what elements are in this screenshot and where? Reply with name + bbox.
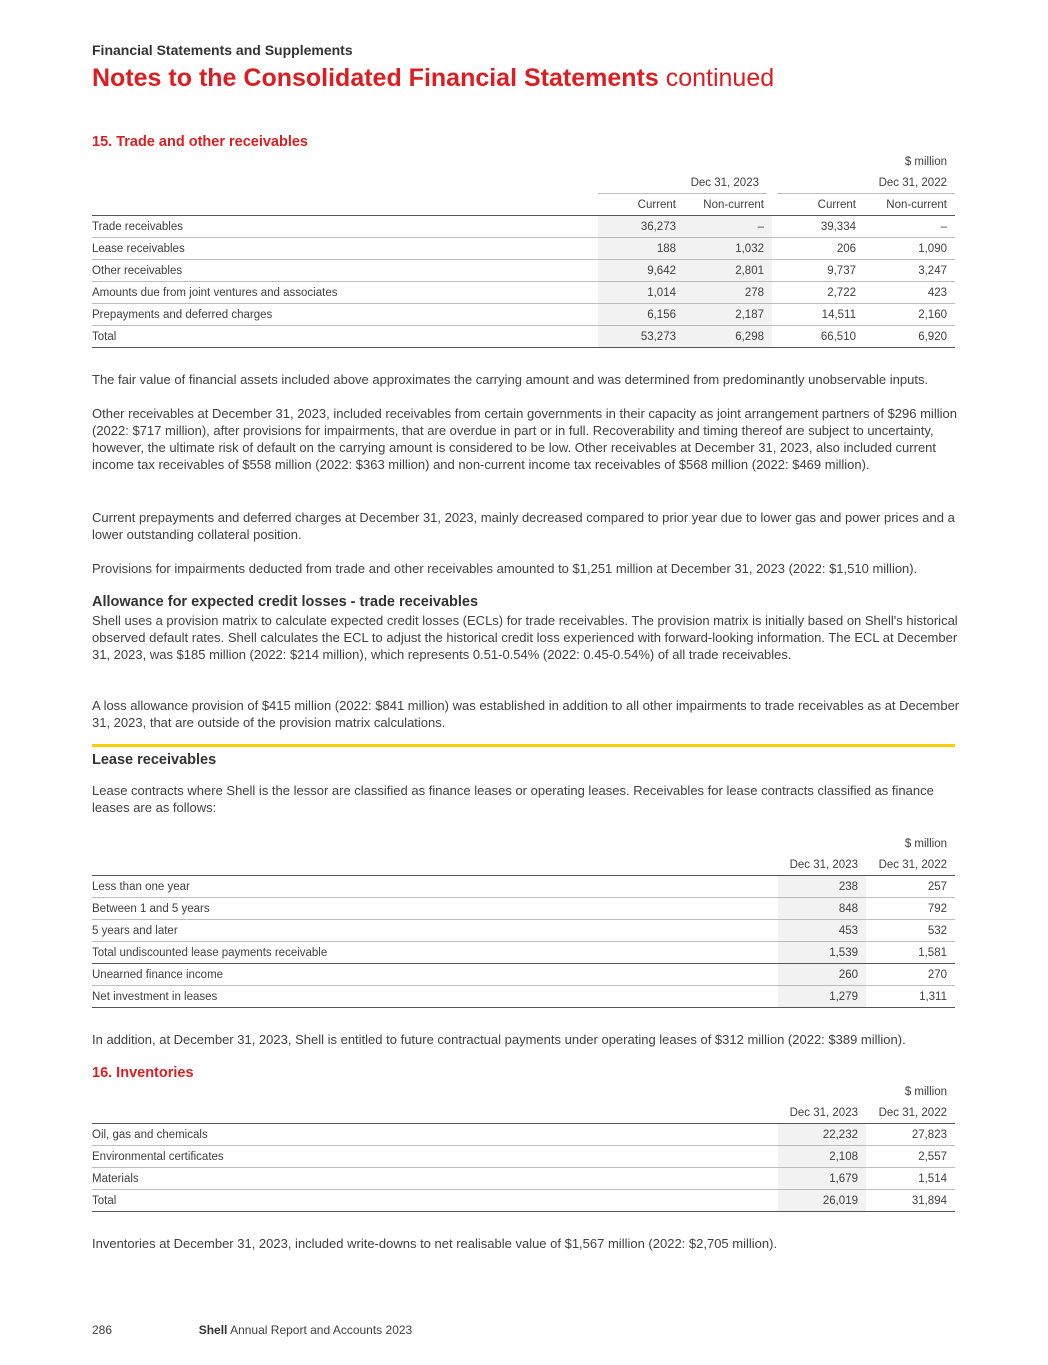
lease-table <box>92 833 955 1008</box>
cell-2022: 270 <box>866 964 955 986</box>
paragraph-provisions: Provisions for impairments deducted from trade and other receivables amounted to $1,251 million at December 31, 2023 (2022: $1,510 million). <box>92 561 918 576</box>
row-label: Between 1 and 5 years <box>92 898 778 920</box>
row-label: Unearned finance income <box>92 964 778 986</box>
row-label: Environmental certificates <box>92 1146 778 1168</box>
cell-noncurrent-2023: 278 <box>684 282 772 304</box>
cell-current-2022: 39,334 <box>772 216 864 238</box>
paragraph-other-receivables: Other receivables at December 31, 2023, included receivables from certain governments in their capacity as joint arrangement partners of $296 million (2022: $717 million), after provisions for impairments, that are overdue in part or in full. Recoverability and timing thereof are subject to uncertainty, however, the ultimate risk of default on the carrying amount is considered to be low. Other receivables at December 31, 2023, also included current income tax receivables of $558 million (2022: $363 million) and non-current income tax receivables of $568 million (2022: $469 million). <box>92 406 957 472</box>
row-label: Trade receivables <box>92 216 598 238</box>
table-row <box>92 876 955 898</box>
section-label: Financial Statements and Supplements <box>92 42 353 58</box>
total-row <box>92 326 955 348</box>
cell-current-2022: 66,510 <box>772 326 864 348</box>
paragraph-inventories: Inventories at December 31, 2023, included write-downs to net realisable value of $1,567 million (2022: $2,705 million). <box>92 1236 778 1251</box>
cell-current-2022: 9,737 <box>772 260 864 282</box>
footer-brand: Shell <box>198 1323 228 1337</box>
row-label: Oil, gas and chemicals <box>92 1124 778 1146</box>
cell-2023: 1,279 <box>778 986 866 1008</box>
period-row <box>92 172 955 194</box>
cell-2022: 532 <box>866 920 955 942</box>
page-number: 286 <box>92 1323 113 1337</box>
cell-noncurrent-2023: 2,801 <box>684 260 772 282</box>
unit-row <box>92 151 955 172</box>
receivables-table <box>92 151 955 348</box>
table-row <box>92 898 955 920</box>
col-noncurrent-2022: Non-current <box>886 198 947 211</box>
col-current-2023: Current <box>637 198 676 211</box>
cell-2023: 260 <box>778 964 866 986</box>
cell-2022: 1,311 <box>866 986 955 1008</box>
cell-current-2023: 53,273 <box>598 326 684 348</box>
total-row <box>92 1190 955 1212</box>
cell-2022: 257 <box>866 876 955 898</box>
table-row <box>92 1146 955 1168</box>
lease-heading: Lease receivables <box>92 752 217 768</box>
row-label: Total <box>92 1190 778 1212</box>
col-current-2022: Current <box>817 198 856 211</box>
note-15-heading: 15. Trade and other receivables <box>92 134 308 150</box>
table-row <box>92 920 955 942</box>
cell-noncurrent-2023: 1,032 <box>684 238 772 260</box>
cell-2022: 1,514 <box>866 1168 955 1190</box>
cell-2023: 238 <box>778 876 866 898</box>
period-2022: Dec 31, 2022 <box>772 172 955 194</box>
cell-noncurrent-2022: 3,247 <box>864 260 955 282</box>
row-label: Amounts due from joint ventures and associates <box>92 282 598 304</box>
row-label: Prepayments and deferred charges <box>92 304 598 326</box>
row-label: Total undiscounted lease payments receivable <box>92 942 778 964</box>
col-2023: Dec 31, 2023 <box>789 1106 858 1119</box>
table-row <box>92 216 955 238</box>
column-header-row <box>92 194 955 216</box>
column-header-row <box>92 854 955 876</box>
paragraph-loss-allowance: A loss allowance provision of $415 million (2022: $841 million) was established in addition to all other impairments to trade receivables as at December 31, 2023, that are outside of the provision matrix calculations. <box>92 698 960 730</box>
col-noncurrent-2023: Non-current <box>703 198 764 211</box>
cell-2022: 1,581 <box>866 942 955 964</box>
inventories-table <box>92 1081 955 1212</box>
paragraph-fair-value: The fair value of financial assets included above approximates the carrying amount and was determined from predominantly unobservable inputs. <box>92 372 929 387</box>
table-row <box>92 260 955 282</box>
cell-2022: 27,823 <box>866 1124 955 1146</box>
page-title-suffix: continued <box>665 64 775 92</box>
cell-current-2023: 1,014 <box>598 282 684 304</box>
row-label: 5 years and later <box>92 920 778 942</box>
period-2023: Dec 31, 2023 <box>598 172 772 194</box>
unit-label: $ million <box>904 155 947 168</box>
table-row <box>92 304 955 326</box>
footer-report-title: Annual Report and Accounts 2023 <box>230 1323 413 1337</box>
cell-noncurrent-2022: 1,090 <box>864 238 955 260</box>
cell-2023: 453 <box>778 920 866 942</box>
page-footer <box>92 1323 412 1337</box>
table-row <box>92 964 955 986</box>
unit-row <box>92 1081 955 1102</box>
row-label: Lease receivables <box>92 238 598 260</box>
cell-current-2023: 9,642 <box>598 260 684 282</box>
cell-current-2022: 2,722 <box>772 282 864 304</box>
column-header-row <box>92 1102 955 1124</box>
row-label: Materials <box>92 1168 778 1190</box>
cell-noncurrent-2022: 423 <box>864 282 955 304</box>
cell-2023: 2,108 <box>778 1146 866 1168</box>
cell-2022: 31,894 <box>866 1190 955 1212</box>
allowance-heading: Allowance for expected credit losses - trade receivables <box>92 594 479 610</box>
col-2022: Dec 31, 2022 <box>878 1106 947 1119</box>
unit-label: $ million <box>904 837 947 850</box>
cell-current-2022: 206 <box>772 238 864 260</box>
row-label: Less than one year <box>92 876 778 898</box>
row-label: Other receivables <box>92 260 598 282</box>
unit-label: $ million <box>904 1085 947 1098</box>
cell-2022: 792 <box>866 898 955 920</box>
cell-2022: 2,557 <box>866 1146 955 1168</box>
page-title-text: Notes to the Consolidated Financial Statements <box>92 64 659 92</box>
col-2023: Dec 31, 2023 <box>789 858 858 871</box>
cell-noncurrent-2022: 2,160 <box>864 304 955 326</box>
paragraph-lease-intro: Lease contracts where Shell is the lessor are classified as finance leases or operating leases. Receivables for lease contracts classified as finance leases are as follows: <box>92 783 934 815</box>
cell-noncurrent-2022: – <box>864 216 955 238</box>
paragraph-ecl: Shell uses a provision matrix to calculate expected credit losses (ECLs) for trade receivables. The provision matrix is initially based on Shell's historical observed default rates. Shell calculates the ECL to adjust the historical credit loss experienced with forward-looking information. The ECL at December 31, 2023, was $185 million (2022: $214 million), which represents 0.51-0.54% (2022: 0.45-0.54%) of all trade receivables. <box>92 613 958 662</box>
note-16-heading: 16. Inventories <box>92 1065 194 1081</box>
paragraph-operating-leases: In addition, at December 31, 2023, Shell is entitled to future contractual payments under operating leases of $312 million (2022: $389 million). <box>92 1032 906 1047</box>
cell-current-2023: 36,273 <box>598 216 684 238</box>
subtotal-row <box>92 942 955 964</box>
total-row <box>92 986 955 1008</box>
table-row <box>92 1124 955 1146</box>
table-row <box>92 282 955 304</box>
cell-2023: 22,232 <box>778 1124 866 1146</box>
cell-noncurrent-2023: 6,298 <box>684 326 772 348</box>
row-label: Total <box>92 326 598 348</box>
paragraph-prepayments: Current prepayments and deferred charges at December 31, 2023, mainly decreased compared to prior year due to lower gas and power prices and a lower outstanding collateral position. <box>92 510 955 542</box>
cell-2023: 1,539 <box>778 942 866 964</box>
cell-2023: 848 <box>778 898 866 920</box>
cell-current-2023: 6,156 <box>598 304 684 326</box>
cell-noncurrent-2023: – <box>684 216 772 238</box>
table-row <box>92 238 955 260</box>
cell-current-2022: 14,511 <box>772 304 864 326</box>
cell-2023: 1,679 <box>778 1168 866 1190</box>
unit-row <box>92 833 955 854</box>
cell-2023: 26,019 <box>778 1190 866 1212</box>
cell-noncurrent-2022: 6,920 <box>864 326 955 348</box>
page-title <box>92 64 774 93</box>
row-label: Net investment in leases <box>92 986 778 1008</box>
cell-current-2023: 188 <box>598 238 684 260</box>
col-2022: Dec 31, 2022 <box>878 858 947 871</box>
table-row <box>92 1168 955 1190</box>
yellow-divider <box>92 744 955 747</box>
cell-noncurrent-2023: 2,187 <box>684 304 772 326</box>
